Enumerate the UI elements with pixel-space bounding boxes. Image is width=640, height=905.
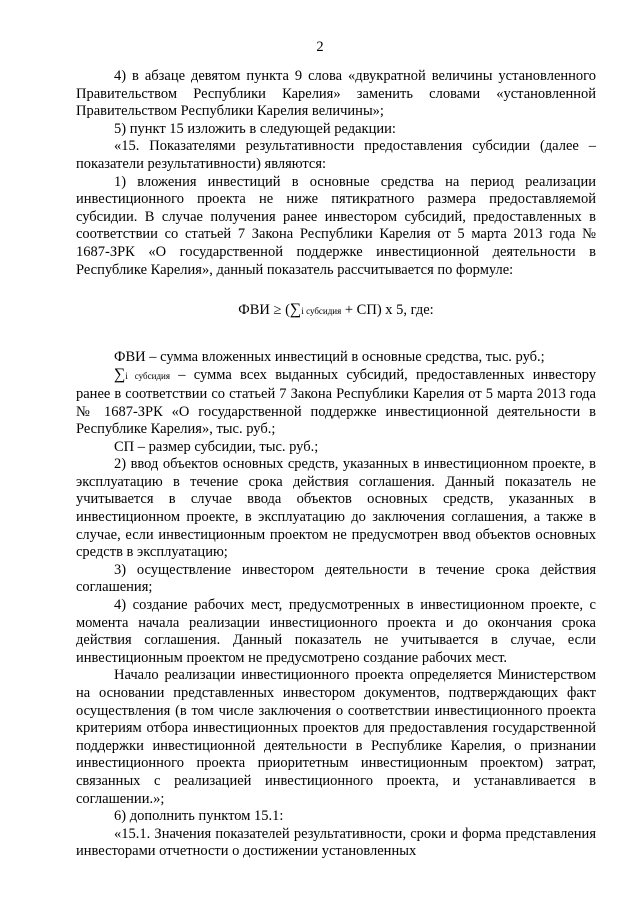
paragraph-item-6-amendment: 6) дополнить пунктом 15.1: (114, 808, 284, 825)
paragraph-indicator-3: 3) осуществление инвестором деятельности в течение срока действия соглашения; (76, 561, 596, 596)
sum-symbol: ∑ (289, 301, 302, 319)
formula-suffix: + СП) х 5, где: (341, 302, 434, 319)
formula (76, 301, 596, 321)
paragraph-item-4-amendment: 4) в абзаце девятом пункта 9 слова «двукратной величины установленного Правительством Республики Карелия» заменить словами «установленной Правительством Республики Карелия величины»; (76, 68, 596, 120)
definition-sum-text: – сумма всех выданных субсидий, предоставленных инвестору ранее в соответствии со статьей 7 Закона Республики Карелия от 5 марта 2013 года № 1687-ЗРК «О государственной поддержке инвестиционной деятельности в Республике Карелия», тыс. руб.; (76, 367, 597, 438)
definition-sum-subscript: i субсидия (125, 371, 170, 382)
definition-sp: СП – размер субсидии, тыс. руб.; (114, 438, 319, 455)
definition-sum (76, 366, 596, 438)
page-number: 2 (316, 39, 324, 55)
paragraph-item-5-amendment: 5) пункт 15 изложить в следующей редакции: (114, 120, 396, 137)
formula-prefix: ФВИ ≥ ( (238, 302, 290, 319)
paragraph-indicator-2: 2) ввод объектов основных средств, указанных в инвестиционном проекте, в эксплуатацию в течение срока действия соглашения. Данный показатель не учитывается в случае ввода объектов основных средств, указанных в инвестиционном проекте, в эксплуатацию до заключения соглашения, а также в случае, если инвестиционным проектом не предусмотрен ввод объектов основных средств в эксплуатацию; (76, 456, 596, 561)
definition-fvi: ФВИ – сумма вложенных инвестиций в основные средства, тыс. руб.; (114, 348, 545, 365)
paragraph-indicator-4: 4) создание рабочих мест, предусмотренных в инвестиционном проекте, с момента начала реализации инвестиционного проекта и до окончания срока действия соглашения. Данный показатель не учитывается в случае, если инвестиционным проектом не предусмотрено создание рабочих мест. (76, 597, 596, 666)
sum-subscript: i субсидия (301, 306, 342, 317)
paragraph-project-start: Начало реализации инвестиционного проекта определяется Министерством на основании представленных инвестором документов, подтверждающих факт осуществления (в том числе заключения о соответствии инвестиционного проекта критериям отбора инвестиционных проектов для предоставления государственной поддержки инвестиционной деятельности в Республике Карелия, о признании инвестиционного проекта приоритетным инвестиционным проектом) затрат, связанных с реализацией инвестиционного проекта, и устанавливается в соглашении.»; (76, 667, 596, 807)
paragraph-clause-15: «15. Показателями результативности предоставления субсидии (далее – показатели результативности) являются: (76, 138, 596, 172)
paragraph-clause-15-1: «15.1. Значения показателей результативности, сроки и форма представления инвесторами отчетности о достижении установленных (76, 825, 596, 860)
definition-sum-symbol: ∑ (114, 366, 126, 384)
paragraph-indicator-1: 1) вложения инвестиций в основные средства на период реализации инвестиционного проекта не ниже пятикратного размера предоставляемой субсидии. В случае получения ранее инвестором субсидий, предоставленных в соответствии со статьей 7 Закона Республики Карелия от 5 марта 2013 года № 1687-ЗРК «О государственной поддержке инвестиционной деятельности в Республике Карелия», данный показатель рассчитывается по формуле: (76, 173, 596, 278)
document-body (76, 68, 596, 861)
